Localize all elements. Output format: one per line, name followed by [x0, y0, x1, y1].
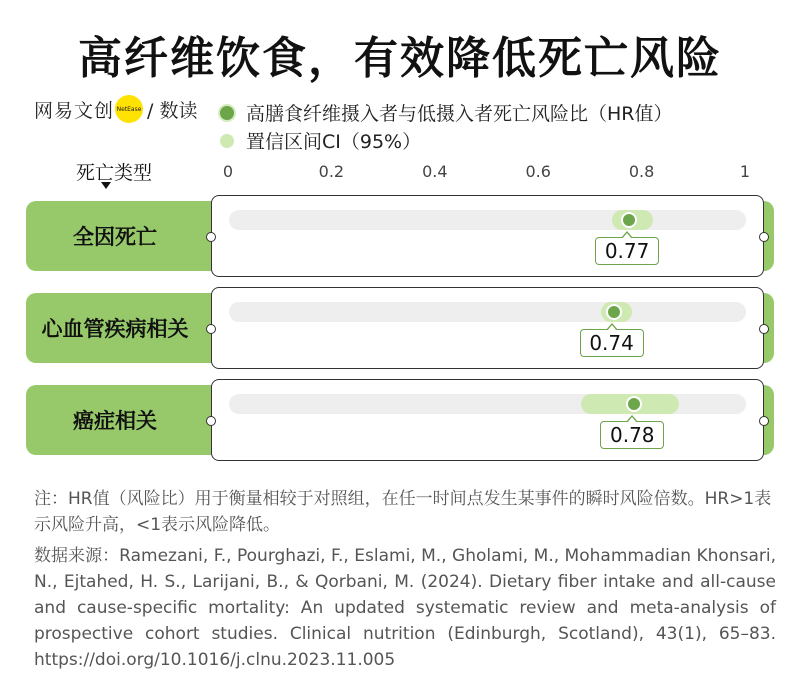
- row-card: [211, 287, 764, 369]
- card-notch: [759, 232, 769, 242]
- card-notch: [206, 416, 216, 426]
- brand-logo: [34, 94, 197, 124]
- hr-value-label: 0.77: [595, 237, 659, 265]
- row-category-text: 心血管疾病相关: [41, 317, 189, 341]
- hr-value-label: 0.74: [580, 329, 644, 357]
- row-track: [229, 210, 746, 230]
- logo-text: 网易文创: [34, 99, 115, 122]
- legend-point: [220, 99, 673, 126]
- x-tick-label: 1: [739, 162, 751, 181]
- row-category-text: 全因死亡: [73, 225, 157, 249]
- footnote: 注：HR值（风险比）用于衡量相较于对照组，在任一时间点发生某事件的瞬时风险倍数。HR>1表示风险升高，<1表示风险降低。: [34, 489, 772, 535]
- row-card: [211, 379, 764, 461]
- hr-point: [606, 304, 622, 320]
- hr-point: [621, 212, 637, 228]
- row-category-label: [26, 201, 226, 271]
- row-category-label: [26, 293, 226, 363]
- legend-ci-marker: [220, 134, 234, 148]
- card-notch: [206, 232, 216, 242]
- x-tick-label: 0.2: [318, 162, 345, 181]
- category-arrow-icon: [101, 182, 111, 189]
- hr-value-label: 0.78: [600, 421, 664, 449]
- x-tick-label: 0.6: [525, 162, 551, 181]
- legend-ci-label: 置信区间CI（95%）: [246, 131, 422, 153]
- row-track: [229, 302, 746, 322]
- chart-title: 高纤维饮食，有效降低死亡风险: [78, 33, 722, 84]
- category-header: 死亡类型: [76, 162, 153, 184]
- legend-point-label: 高膳食纤维摄入者与低摄入者死亡风险比（HR值）: [246, 103, 673, 125]
- card-notch: [759, 324, 769, 334]
- x-tick-label: 0.4: [422, 162, 448, 181]
- x-tick-label: 0.8: [628, 162, 655, 181]
- logo-badge: NetEase: [115, 95, 143, 123]
- logo-sub: / 数读: [147, 99, 198, 122]
- row-category-label: [26, 385, 226, 455]
- data-source: 数据来源：Ramezani, F., Pourghazi, F., Eslami, M., Gholami, M., Mohammadian Khonsari, N., Ejtahed, H. S., Larijani, B., & Qorbani, M. (2024). Dietary fiber intake and all-cause and cause-specific mortality: An updated systematic review and meta-analysis of prospective cohort studies. Clinical nutrition (Edinburgh, Scotland), 43(1), 65–83. https://doi.org/10.1016/j.clnu.2023.11.005: [34, 546, 776, 670]
- legend-ci: [220, 127, 421, 154]
- x-tick-label: 0: [222, 162, 234, 181]
- row-card: [211, 195, 764, 277]
- row-category-text: 癌症相关: [73, 409, 157, 433]
- card-notch: [206, 324, 216, 334]
- legend-point-marker: [220, 106, 234, 120]
- card-notch: [759, 416, 769, 426]
